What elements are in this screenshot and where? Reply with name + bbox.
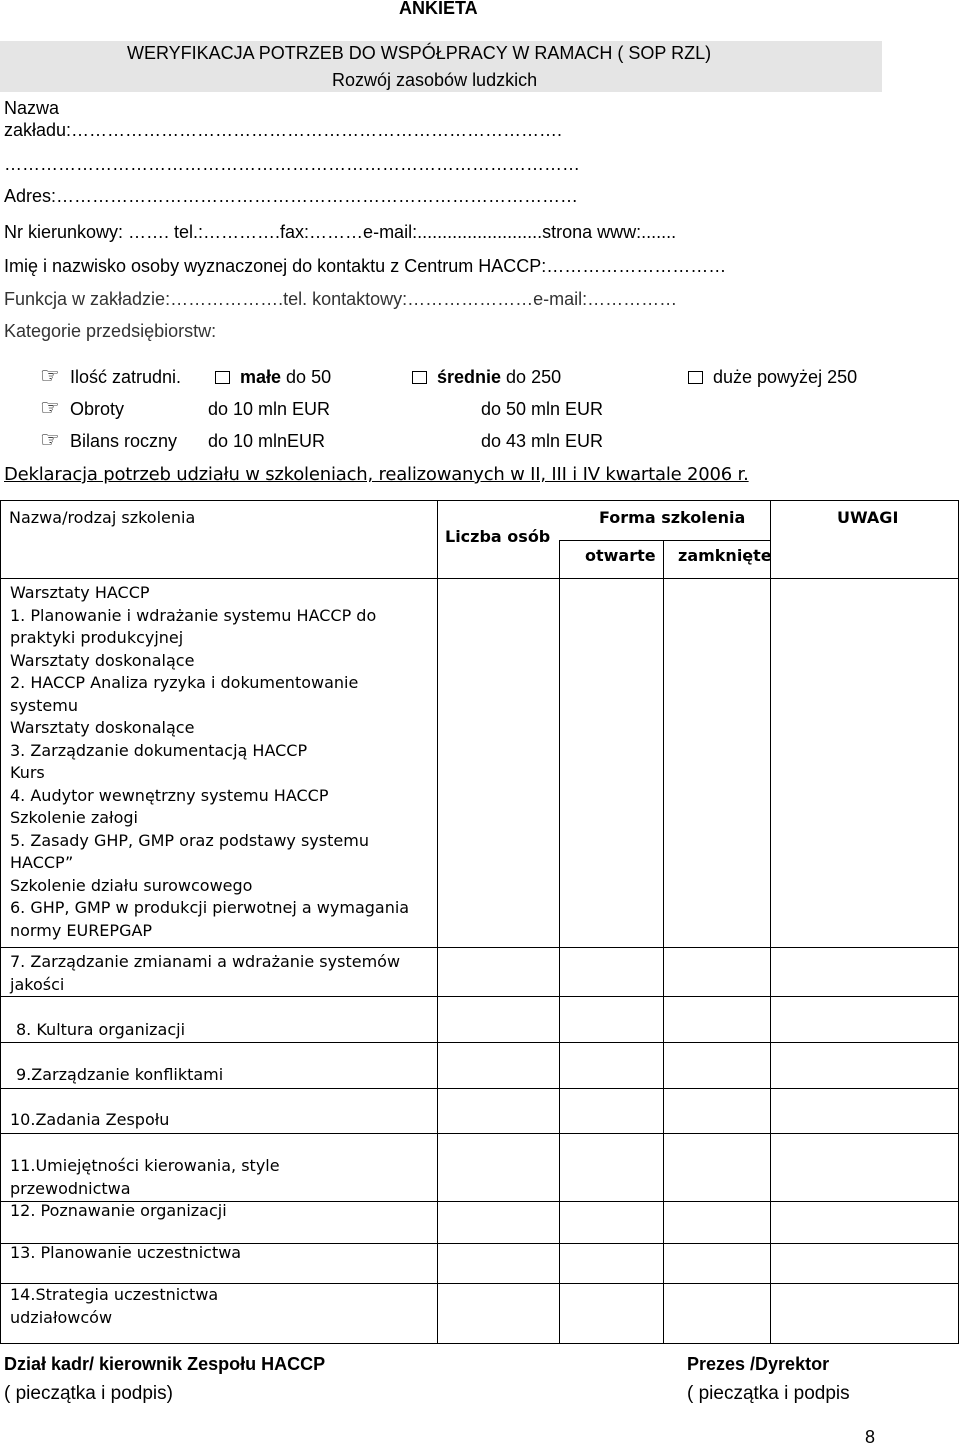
nazwa-label: Nazwa bbox=[4, 98, 60, 118]
table-row: 13. Planowanie uczestnictwa bbox=[10, 1243, 242, 1262]
name-continuation-field[interactable]: …………………………………………………………………………………… bbox=[4, 154, 580, 174]
large-checkbox[interactable] bbox=[688, 371, 703, 384]
table-row: 8. Kultura organizacji bbox=[16, 1020, 186, 1039]
large-option[interactable] bbox=[688, 367, 857, 388]
medium-label-rest: do 250 bbox=[506, 367, 562, 387]
small-label-rest: do 50 bbox=[286, 367, 332, 387]
header-participant-count: Liczba osób bbox=[445, 527, 551, 546]
header-open: otwarte bbox=[585, 546, 656, 565]
header-subtitle-2: Rozwój zasobów ludzkich bbox=[332, 70, 538, 90]
header-training-form: Forma szkolenia bbox=[599, 508, 746, 527]
header-closed: zamknięte bbox=[678, 546, 772, 565]
contact-person-field[interactable]: Imię i nazwisko osoby wyznaczonej do kontaktu z Centrum HACCP:………………………… bbox=[4, 256, 727, 276]
categories-label: Kategorie przedsiębiorstw: bbox=[4, 321, 217, 341]
turnover-label: Obroty bbox=[70, 399, 125, 419]
header-subtitle-1: WERYFIKACJA POTRZEB DO WSPÓŁPRACY W RAMACH ( SOP RZL) bbox=[127, 43, 712, 63]
zakladu-field[interactable]: zakładu:………………………………………………………………………. bbox=[4, 120, 563, 140]
header-training-name: Nazwa/rodzaj szkolenia bbox=[9, 508, 196, 527]
small-checkbox[interactable] bbox=[215, 371, 230, 384]
table-row: 9.Zarządzanie konfliktami bbox=[16, 1065, 224, 1084]
small-label-bold: małe bbox=[240, 367, 282, 387]
large-label: duże powyżej 250 bbox=[713, 367, 858, 387]
page-number: 8 bbox=[865, 1427, 876, 1447]
training-table bbox=[0, 500, 960, 1344]
signature-right-title: Prezes /Dyrektor bbox=[687, 1354, 830, 1374]
table-row: 10.Zadania Zespołu bbox=[10, 1110, 170, 1129]
pointing-hand-icon: ☞ bbox=[40, 363, 60, 388]
medium-option[interactable] bbox=[412, 367, 561, 388]
turnover-row bbox=[40, 395, 125, 420]
table-row: 11.Umiejętności kierowania, style przewodnictwa bbox=[10, 1156, 280, 1198]
pointing-hand-icon: ☞ bbox=[40, 427, 60, 452]
pointing-hand-icon: ☞ bbox=[40, 395, 60, 420]
header-notes: UWAGI bbox=[837, 508, 899, 527]
balance-medium: do 43 mln EUR bbox=[481, 431, 604, 451]
turnover-small: do 10 mln EUR bbox=[208, 399, 331, 419]
turnover-medium: do 50 mln EUR bbox=[481, 399, 604, 419]
balance-label: Bilans roczny bbox=[70, 431, 178, 451]
balance-row bbox=[40, 427, 178, 452]
small-option[interactable] bbox=[215, 367, 331, 388]
medium-checkbox[interactable] bbox=[412, 371, 427, 384]
declaration-heading: Deklaracja potrzeb udziału w szkoleniach, realizowanych w II, III i IV kwartale 2006 r. bbox=[4, 464, 749, 485]
table-row: 7. Zarządzanie zmianami a wdrażanie systemów jakości bbox=[10, 952, 401, 994]
table-row-haccp-workshops: Warsztaty HACCP 1. Planowanie i wdrażanie systemu HACCP do praktyki produkcyjnej Warsztaty doskonalące 2. HACCP Analiza ryzyka i dokumentowanie systemu Warsztaty doskonalące 3. Zarządzanie dokumentacją HACCP Kurs 4. Audytor wewnętrzny systemu HACCP Szkolenie załogi 5. Zasady GHP, GMP oraz podstawy systemu HACCP” Szkolenie działu surowcowego 6. GHP, GMP w produkcji pierwotnej a wymagania normy EUREPGAP bbox=[10, 583, 410, 940]
employment-label: Ilość zatrudni. bbox=[70, 367, 182, 387]
function-field[interactable]: Funkcja w zakładzie:……………….tel. kontaktowy:…………………e-mail:…………… bbox=[4, 289, 678, 309]
page-title: ANKIETA bbox=[399, 0, 478, 18]
medium-label-bold: średnie bbox=[437, 367, 502, 387]
signature-right-note: ( pieczątka i podpis bbox=[687, 1383, 850, 1404]
address-field[interactable]: Adres:…………………………………………………………………………… bbox=[4, 186, 579, 206]
signature-left-note: ( pieczątka i podpis) bbox=[4, 1383, 173, 1404]
balance-small: do 10 mlnEUR bbox=[208, 431, 326, 451]
employment-row bbox=[40, 363, 182, 388]
table-row: 12. Poznawanie organizacji bbox=[10, 1201, 227, 1220]
signature-left-title: Dział kadr/ kierownik Zespołu HACCP bbox=[4, 1354, 326, 1374]
contact-numbers-field[interactable]: Nr kierunkowy: ……. tel.:………….fax:………e-mail:.........................strona www:....... bbox=[4, 222, 677, 242]
table-row: 14.Strategia uczestnictwa udziałowców bbox=[10, 1285, 219, 1327]
